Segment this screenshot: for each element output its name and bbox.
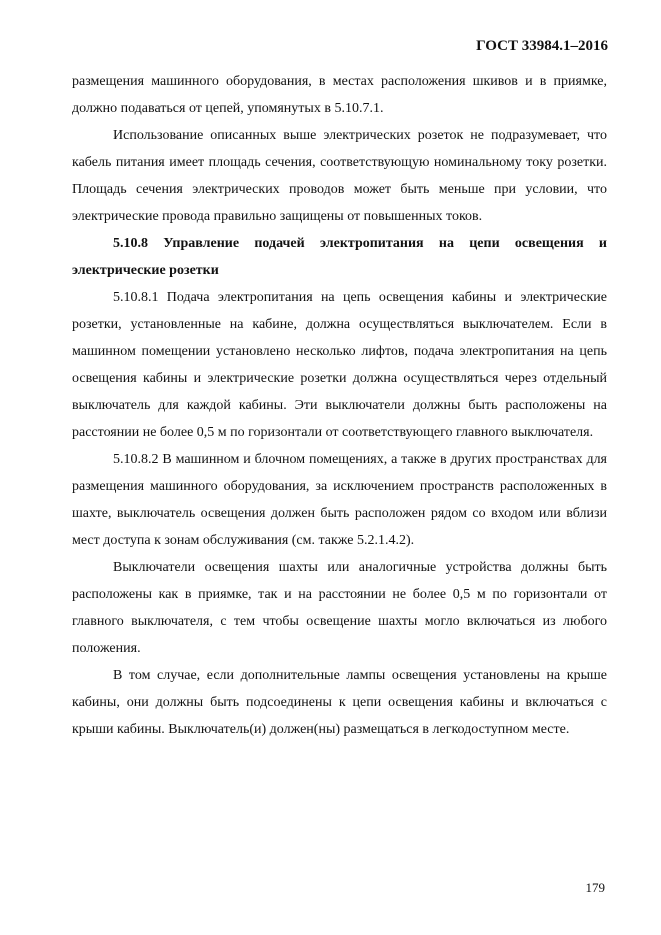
- paragraph-roof-lamps: В том случае, если дополнительные лампы освещения установлены на крыше кабины, они должны быть подсоединены к цепи освещения кабины и включаться с крыши кабины. Выключатель(и) должен(ны) размещаться в легкодоступном месте.: [72, 668, 607, 737]
- section-heading: 5.10.8 Управление подачей электропитания на цепи освещения и электрические розетки: [72, 236, 607, 278]
- paragraph-sockets-note: Использование описанных выше электрических розеток не подразумевает, что кабель питания имеет площадь сечения, соответствующую номинальному току розетки. Площадь сечения электрических проводов может быть меньше при условии, что электрические провода правильно защищены от повышенных токов.: [72, 128, 607, 224]
- standard-header: ГОСТ 33984.1–2016: [476, 38, 608, 54]
- paragraph-5-10-8-1: 5.10.8.1 Подача электропитания на цепь освещения кабины и электрические розетки, установленные на кабине, должна осуществляться выключателем. Если в машинном помещении установлено несколько лифтов, подача электропитания на цепь освещения кабины и электрические розетки должна осуществляться через отдельный выключатель для каждой кабины. Эти выключатели должны быть расположены на расстоянии не более 0,5 м по горизонтали от соответствующего главного выключателя.: [72, 290, 607, 440]
- paragraph-continuation: размещения машинного оборудования, в местах расположения шкивов и в приямке, должно подаваться от цепей, упомянутых в 5.10.7.1.: [72, 74, 607, 116]
- paragraph-5-10-8-2: 5.10.8.2 В машинном и блочном помещениях, а также в других пространствах для размещения машинного оборудования, за исключением пространств расположенных в шахте, выключатель освещения должен быть расположен рядом со входом или вблизи мест доступа к зонам обслуживания (см. также 5.2.1.4.2).: [72, 452, 607, 548]
- paragraph-shaft-switches: Выключатели освещения шахты или аналогичные устройства должны быть расположены как в приямке, так и на расстоянии не более 0,5 м по горизонтали от главного выключателя, с тем чтобы освещение шахты могло включаться из любого положения.: [72, 560, 607, 656]
- page-number: 179: [585, 880, 605, 895]
- document-body: [72, 68, 607, 743]
